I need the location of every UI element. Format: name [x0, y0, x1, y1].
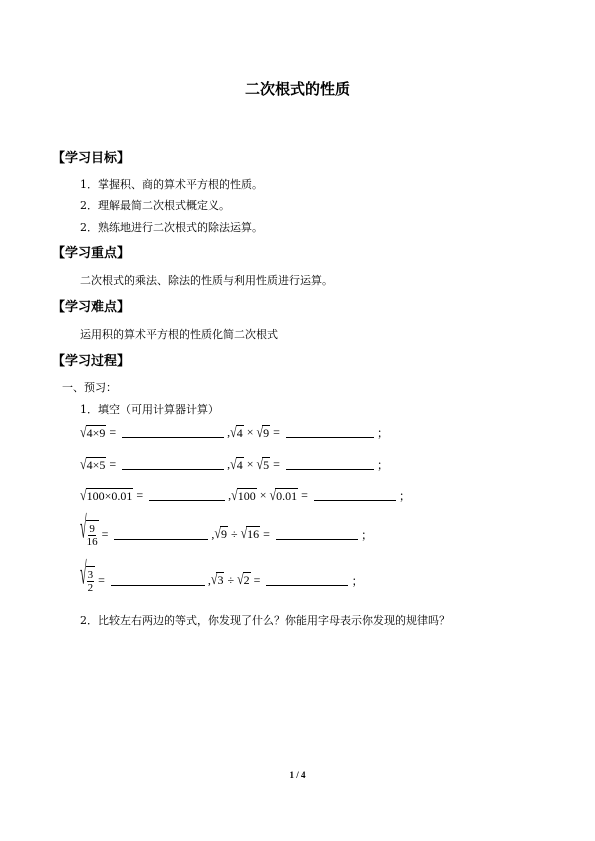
answer-blank[interactable]	[122, 427, 224, 438]
question-1-label: 1．填空（可用计算器计算）	[80, 403, 219, 416]
math-row-3: √ 100×0.01 = , √ 100 × √ 0.01 = ；	[80, 485, 411, 503]
sqrt-expression: √ 4×9	[80, 422, 106, 440]
answer-blank[interactable]	[111, 575, 205, 586]
answer-blank[interactable]	[286, 459, 374, 470]
key-point-text: 二次根式的乘法、除法的性质与利用性质进行运算。	[80, 274, 333, 287]
answer-blank[interactable]	[266, 575, 348, 586]
math-row-1: √ 4×9 = , √ 4 × √ 9 = ；	[80, 422, 389, 440]
difficult-point-text: 运用积的算术平方根的性质化简二次根式	[80, 328, 278, 341]
part-preview-label: 一、预习：	[62, 381, 117, 394]
page-title: 二次根式的性质	[244, 80, 350, 98]
math-row-2: √ 4×5 = , √ 4 × √ 5 = ；	[80, 454, 389, 472]
answer-blank[interactable]	[114, 529, 208, 540]
answer-blank[interactable]	[276, 529, 358, 540]
answer-blank[interactable]	[286, 427, 374, 438]
goal-item-1: 1．掌握积、商的算术平方根的性质。	[80, 178, 263, 191]
goal-item-3: 2．熟练地进行二次根式的除法运算。	[80, 221, 263, 234]
goal-item-2: 2．理解最简二次根式概定义。	[80, 199, 230, 212]
page-number: 1 / 4	[289, 770, 306, 780]
math-row-4: √ $\frac{9}{16}$ = , √ 9 ÷ √ 16 = ；	[80, 509, 373, 548]
section-heading-process: 【学习过程】	[52, 354, 131, 369]
section-heading-goals: 【学习目标】	[52, 151, 131, 166]
math-row-5: √ $\frac{3}{2}$ = , √ 3 ÷ √ 2 = ；	[80, 555, 364, 594]
section-heading-key: 【学习重点】	[52, 246, 131, 261]
answer-blank[interactable]	[314, 490, 396, 501]
question-2-text: 2．比较左右两边的等式，你发现了什么？你能用字母表示你发现的规律吗？	[80, 614, 450, 627]
answer-blank[interactable]	[122, 459, 224, 470]
section-heading-difficult: 【学习难点】	[52, 300, 131, 315]
answer-blank[interactable]	[149, 490, 225, 501]
